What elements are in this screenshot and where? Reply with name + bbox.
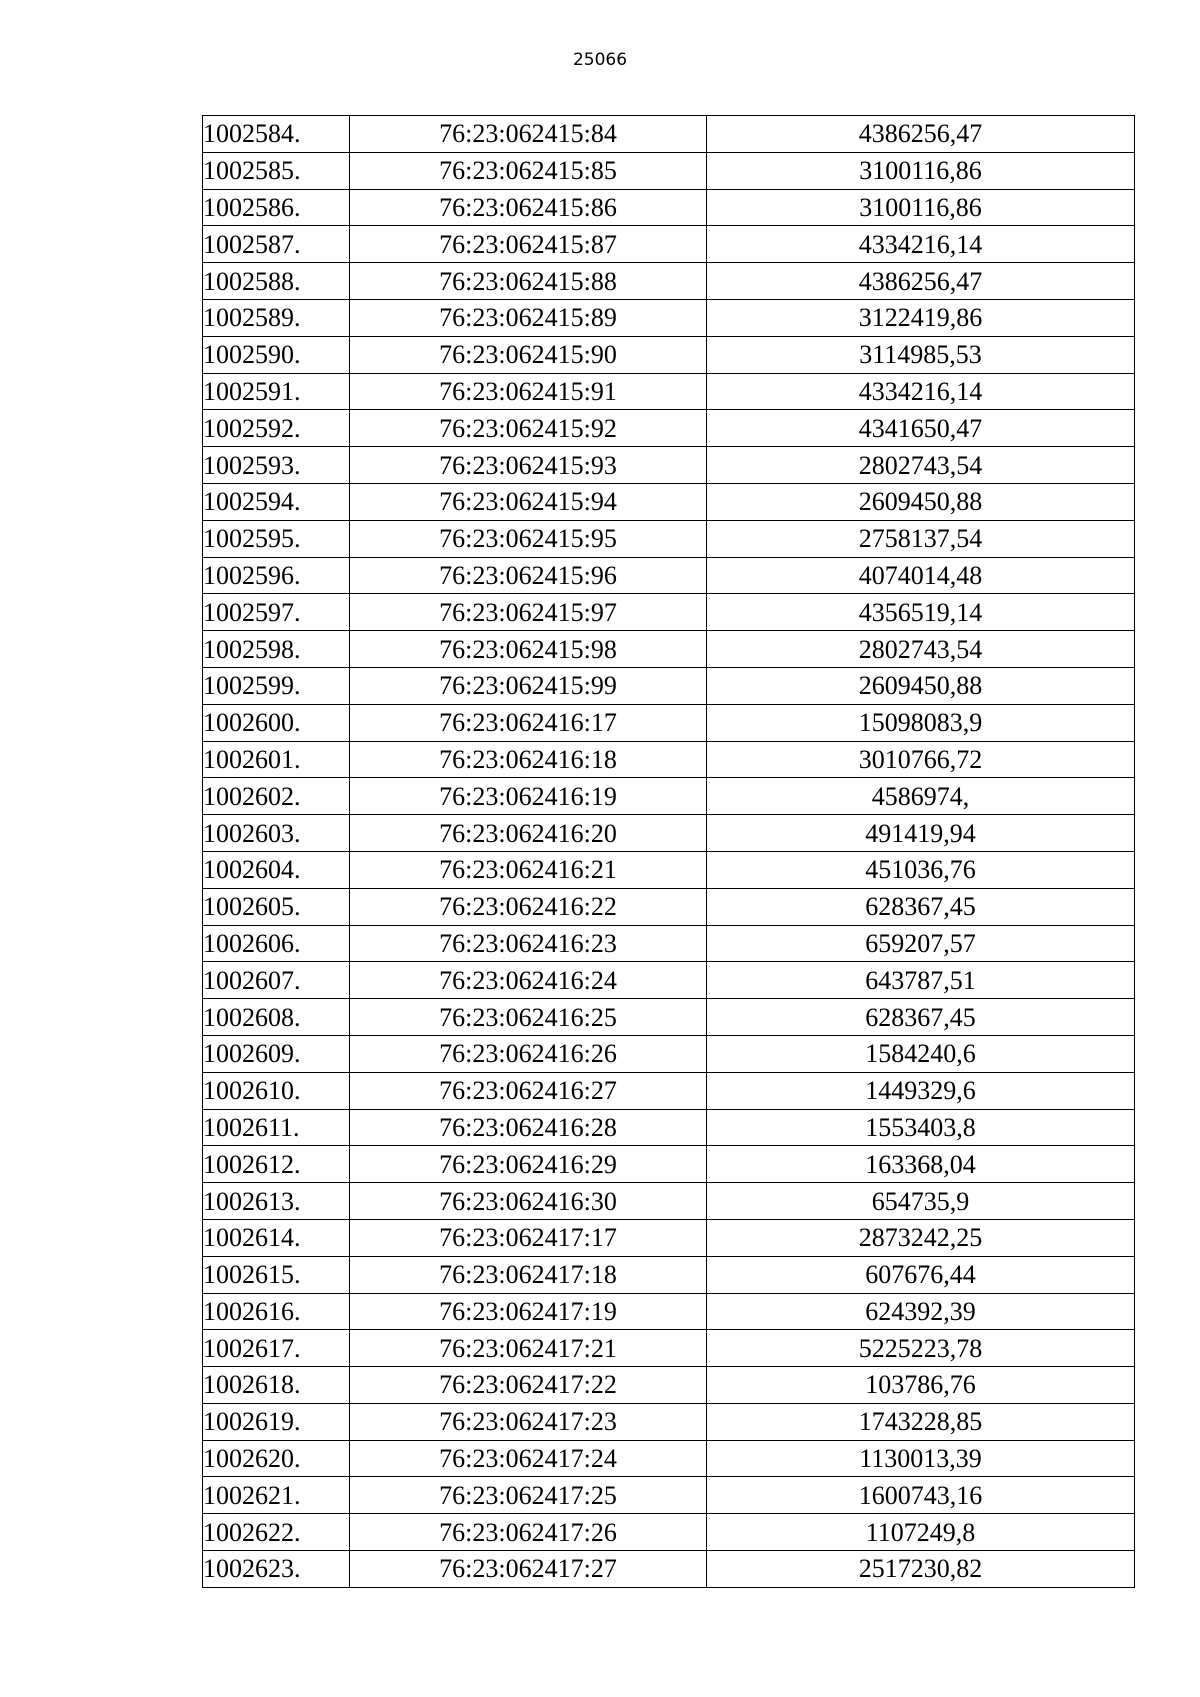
cadastral-number-cell: 76:23:062415:91 [350, 373, 707, 410]
table-row [203, 741, 1135, 778]
row-number-cell: 1002621. [203, 1477, 350, 1514]
cadastral-number-cell: 76:23:062416:27 [350, 1072, 707, 1109]
row-number-cell: 1002604. [203, 851, 350, 888]
table-row [203, 1072, 1135, 1109]
cadastral-number-cell: 76:23:062415:98 [350, 631, 707, 668]
cadastral-number-cell: 76:23:062415:84 [350, 116, 707, 153]
cadastral-value-cell: 628367,45 [707, 999, 1135, 1036]
cadastral-value-cell: 4386256,47 [707, 263, 1135, 300]
cadastral-number-cell: 76:23:062415:99 [350, 667, 707, 704]
row-number-cell: 1002602. [203, 778, 350, 815]
row-number-cell: 1002594. [203, 483, 350, 520]
row-number-cell: 1002601. [203, 741, 350, 778]
table-row [203, 520, 1135, 557]
cadastral-value-cell: 628367,45 [707, 888, 1135, 925]
row-number-cell: 1002609. [203, 1035, 350, 1072]
row-number-cell: 1002584. [203, 116, 350, 153]
row-number-cell: 1002615. [203, 1256, 350, 1293]
cadastral-value-cell: 4341650,47 [707, 410, 1135, 447]
row-number-cell: 1002623. [203, 1551, 350, 1588]
table-row [203, 925, 1135, 962]
row-number-cell: 1002595. [203, 520, 350, 557]
cadastral-value-cell: 5225223,78 [707, 1330, 1135, 1367]
table-row [203, 189, 1135, 226]
row-number-cell: 1002617. [203, 1330, 350, 1367]
table-row [203, 1035, 1135, 1072]
cadastral-value-cell: 103786,76 [707, 1367, 1135, 1404]
row-number-cell: 1002592. [203, 410, 350, 447]
cadastral-value-cell: 2609450,88 [707, 667, 1135, 704]
cadastral-value-cell: 15098083,9 [707, 704, 1135, 741]
cadastral-value-cell: 163368,04 [707, 1146, 1135, 1183]
table-row [203, 1330, 1135, 1367]
cadastral-value-cell: 1130013,39 [707, 1440, 1135, 1477]
cadastral-value-cell: 607676,44 [707, 1256, 1135, 1293]
cadastral-number-cell: 76:23:062416:24 [350, 962, 707, 999]
table-row [203, 815, 1135, 852]
cadastral-number-cell: 76:23:062417:27 [350, 1551, 707, 1588]
cadastral-number-cell: 76:23:062416:23 [350, 925, 707, 962]
table-row [203, 1403, 1135, 1440]
row-number-cell: 1002607. [203, 962, 350, 999]
table-row [203, 888, 1135, 925]
table-row [203, 1440, 1135, 1477]
cadastral-number-cell: 76:23:062416:26 [350, 1035, 707, 1072]
row-number-cell: 1002597. [203, 594, 350, 631]
cadastral-value-cell: 1743228,85 [707, 1403, 1135, 1440]
row-number-cell: 1002587. [203, 226, 350, 263]
row-number-cell: 1002611. [203, 1109, 350, 1146]
cadastral-value-cell: 491419,94 [707, 815, 1135, 852]
table-row [203, 226, 1135, 263]
cadastral-number-cell: 76:23:062417:22 [350, 1367, 707, 1404]
row-number-cell: 1002619. [203, 1403, 350, 1440]
cadastral-value-cell: 2517230,82 [707, 1551, 1135, 1588]
cadastral-number-cell: 76:23:062416:30 [350, 1183, 707, 1220]
cadastral-value-cell: 4334216,14 [707, 226, 1135, 263]
table-row [203, 962, 1135, 999]
table-row [203, 116, 1135, 153]
table-row [203, 299, 1135, 336]
cadastral-value-cell: 654735,9 [707, 1183, 1135, 1220]
cadastral-value-cell: 2873242,25 [707, 1219, 1135, 1256]
row-number-cell: 1002596. [203, 557, 350, 594]
cadastral-number-cell: 76:23:062415:89 [350, 299, 707, 336]
page-number: 25066 [572, 50, 628, 70]
cadastral-number-cell: 76:23:062415:90 [350, 336, 707, 373]
cadastral-number-cell: 76:23:062415:92 [350, 410, 707, 447]
table-row [203, 1146, 1135, 1183]
cadastral-number-cell: 76:23:062415:95 [350, 520, 707, 557]
row-number-cell: 1002614. [203, 1219, 350, 1256]
cadastral-value-cell: 451036,76 [707, 851, 1135, 888]
cadastral-number-cell: 76:23:062416:25 [350, 999, 707, 1036]
cadastral-number-cell: 76:23:062416:28 [350, 1109, 707, 1146]
cadastral-number-cell: 76:23:062416:18 [350, 741, 707, 778]
table-row [203, 851, 1135, 888]
row-number-cell: 1002605. [203, 888, 350, 925]
table-row [203, 1367, 1135, 1404]
table-row [203, 373, 1135, 410]
cadastral-number-cell: 76:23:062416:17 [350, 704, 707, 741]
cadastral-value-cell: 624392,39 [707, 1293, 1135, 1330]
cadastral-value-cell: 3114985,53 [707, 336, 1135, 373]
row-number-cell: 1002593. [203, 447, 350, 484]
table-row [203, 778, 1135, 815]
table-row [203, 1514, 1135, 1551]
cadastral-value-cell: 659207,57 [707, 925, 1135, 962]
cadastral-value-cell: 4334216,14 [707, 373, 1135, 410]
cadastral-number-cell: 76:23:062415:86 [350, 189, 707, 226]
table-row [203, 631, 1135, 668]
table-row [203, 1219, 1135, 1256]
table-row [203, 1183, 1135, 1220]
cadastral-value-cell: 643787,51 [707, 962, 1135, 999]
row-number-cell: 1002589. [203, 299, 350, 336]
cadastral-number-cell: 76:23:062417:19 [350, 1293, 707, 1330]
cadastral-value-cell: 4074014,48 [707, 557, 1135, 594]
cadastral-number-cell: 76:23:062415:87 [350, 226, 707, 263]
cadastral-number-cell: 76:23:062417:18 [350, 1256, 707, 1293]
row-number-cell: 1002600. [203, 704, 350, 741]
cadastral-value-cell: 1107249,8 [707, 1514, 1135, 1551]
cadastral-number-cell: 76:23:062416:29 [350, 1146, 707, 1183]
row-number-cell: 1002586. [203, 189, 350, 226]
cadastral-number-cell: 76:23:062417:26 [350, 1514, 707, 1551]
row-number-cell: 1002622. [203, 1514, 350, 1551]
cadastral-number-cell: 76:23:062417:23 [350, 1403, 707, 1440]
table-row [203, 1256, 1135, 1293]
table-row [203, 1109, 1135, 1146]
cadastral-number-cell: 76:23:062416:19 [350, 778, 707, 815]
row-number-cell: 1002620. [203, 1440, 350, 1477]
table-row [203, 704, 1135, 741]
row-number-cell: 1002598. [203, 631, 350, 668]
table-row [203, 336, 1135, 373]
table-row [203, 263, 1135, 300]
table-row [203, 999, 1135, 1036]
cadastral-value-cell: 4386256,47 [707, 116, 1135, 153]
table-row [203, 1477, 1135, 1514]
cadastral-value-table [202, 115, 1135, 1588]
table-row [203, 594, 1135, 631]
cadastral-number-cell: 76:23:062417:24 [350, 1440, 707, 1477]
cadastral-value-cell: 3100116,86 [707, 152, 1135, 189]
row-number-cell: 1002599. [203, 667, 350, 704]
table-row [203, 483, 1135, 520]
table-row [203, 152, 1135, 189]
cadastral-value-cell: 1553403,8 [707, 1109, 1135, 1146]
cadastral-value-cell: 2609450,88 [707, 483, 1135, 520]
row-number-cell: 1002585. [203, 152, 350, 189]
table-row [203, 410, 1135, 447]
table-row [203, 557, 1135, 594]
cadastral-value-cell: 4356519,14 [707, 594, 1135, 631]
row-number-cell: 1002612. [203, 1146, 350, 1183]
cadastral-number-cell: 76:23:062415:94 [350, 483, 707, 520]
cadastral-value-cell: 1600743,16 [707, 1477, 1135, 1514]
cadastral-number-cell: 76:23:062416:22 [350, 888, 707, 925]
cadastral-value-cell: 2802743,54 [707, 631, 1135, 668]
row-number-cell: 1002618. [203, 1367, 350, 1404]
cadastral-number-cell: 76:23:062417:17 [350, 1219, 707, 1256]
cadastral-number-cell: 76:23:062417:21 [350, 1330, 707, 1367]
cadastral-number-cell: 76:23:062416:21 [350, 851, 707, 888]
table-row [203, 1551, 1135, 1588]
row-number-cell: 1002608. [203, 999, 350, 1036]
cadastral-number-cell: 76:23:062415:85 [350, 152, 707, 189]
cadastral-value-cell: 3010766,72 [707, 741, 1135, 778]
cadastral-value-cell: 2758137,54 [707, 520, 1135, 557]
row-number-cell: 1002616. [203, 1293, 350, 1330]
cadastral-value-cell: 1449329,6 [707, 1072, 1135, 1109]
cadastral-value-cell: 3122419,86 [707, 299, 1135, 336]
cadastral-number-cell: 76:23:062415:88 [350, 263, 707, 300]
cadastral-value-cell: 2802743,54 [707, 447, 1135, 484]
row-number-cell: 1002591. [203, 373, 350, 410]
cadastral-number-cell: 76:23:062417:25 [350, 1477, 707, 1514]
table-body [203, 116, 1135, 1588]
row-number-cell: 1002603. [203, 815, 350, 852]
row-number-cell: 1002613. [203, 1183, 350, 1220]
table-row [203, 447, 1135, 484]
row-number-cell: 1002588. [203, 263, 350, 300]
table-row [203, 667, 1135, 704]
cadastral-number-cell: 76:23:062416:20 [350, 815, 707, 852]
row-number-cell: 1002606. [203, 925, 350, 962]
cadastral-value-cell: 4586974, [707, 778, 1135, 815]
cadastral-value-cell: 1584240,6 [707, 1035, 1135, 1072]
cadastral-number-cell: 76:23:062415:96 [350, 557, 707, 594]
cadastral-number-cell: 76:23:062415:93 [350, 447, 707, 484]
row-number-cell: 1002590. [203, 336, 350, 373]
row-number-cell: 1002610. [203, 1072, 350, 1109]
cadastral-number-cell: 76:23:062415:97 [350, 594, 707, 631]
table-row [203, 1293, 1135, 1330]
cadastral-value-cell: 3100116,86 [707, 189, 1135, 226]
